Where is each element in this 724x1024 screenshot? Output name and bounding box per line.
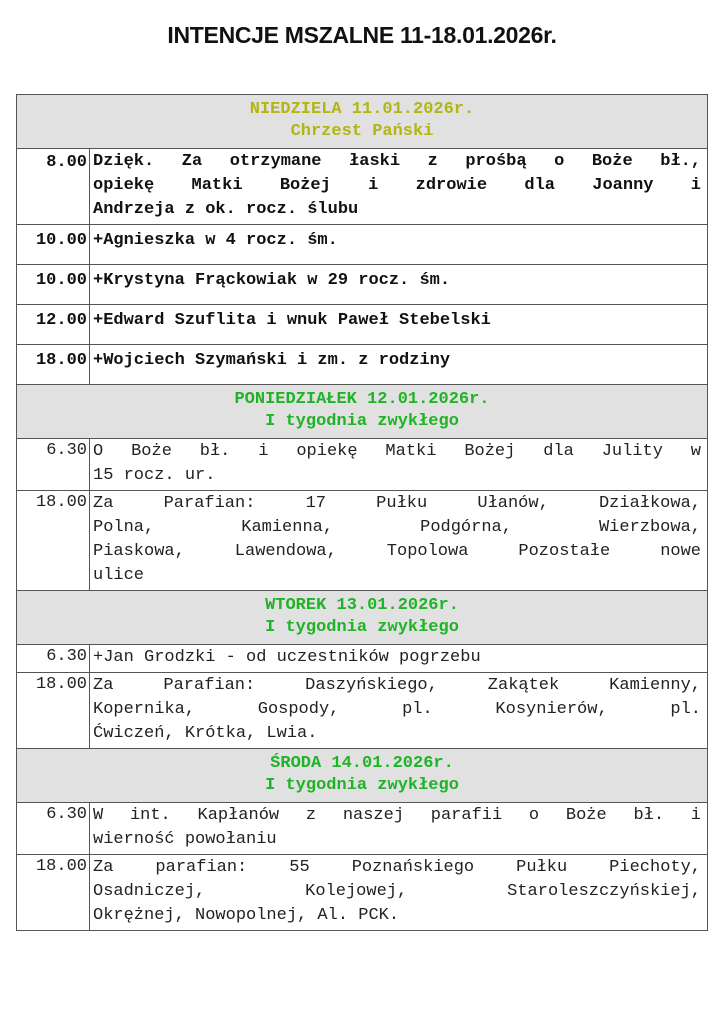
mass-row: [17, 645, 708, 673]
mass-time: 18.00: [17, 491, 90, 591]
mass-row: [17, 855, 708, 931]
day-name: WTOREK 13.01.2026r.: [265, 596, 459, 615]
mass-row: [17, 673, 708, 749]
mass-row: [17, 265, 708, 305]
mass-time: 6.30: [17, 645, 90, 673]
intentions-table-body: [17, 95, 708, 931]
mass-row: [17, 305, 708, 345]
page-title: INTENCJE MSZALNE 11-18.01.2026r.: [167, 22, 557, 48]
day-name: ŚRODA 14.01.2026r.: [270, 754, 454, 773]
mass-row: [17, 149, 708, 225]
intention-line: opiekę Matki Bożej i zdrowie dla Joanny i: [93, 176, 701, 195]
intention-line: +Agnieszka w 4 rocz. śm.: [93, 231, 338, 250]
intention-line: O Boże bł. i opiekę Matki Bożej dla Julity w: [93, 442, 701, 461]
intention-line: Za Parafian: 17 Pułku Ułanów, Działkowa,: [93, 494, 701, 513]
day-name: NIEDZIELA 11.01.2026r.: [249, 100, 475, 119]
intention-line: 15 rocz. ur.: [93, 466, 216, 485]
mass-intention: [90, 265, 708, 305]
day-header-row: [17, 385, 708, 439]
mass-row: [17, 345, 708, 385]
mass-intention: [90, 491, 708, 591]
mass-time: 10.00: [17, 265, 90, 305]
day-header: [17, 591, 708, 645]
intention-line: Za parafian: 55 Poznańskiego Pułku Piechoty,: [93, 858, 701, 877]
intention-line: wierność powołaniu: [93, 830, 277, 849]
mass-intention: [90, 345, 708, 385]
intention-line: +Krystyna Frąckowiak w 29 rocz. śm.: [93, 271, 451, 290]
day-header-row: [17, 749, 708, 803]
day-subtitle: I tygodnia zwykłego: [265, 776, 459, 795]
day-header: [17, 95, 708, 149]
mass-time: 10.00: [17, 225, 90, 265]
intention-line: ulice: [93, 566, 145, 585]
intention-line: Za Parafian: Daszyńskiego, Zakątek Kamienny,: [93, 676, 701, 695]
mass-time: 18.00: [17, 345, 90, 385]
mass-intention: [90, 305, 708, 345]
day-subtitle: Chrzest Pański: [290, 122, 434, 141]
intention-line: Dzięk. Za otrzymane łaski z prośbą o Boże bł.,: [93, 152, 701, 171]
mass-intention: [90, 803, 708, 855]
mass-row: [17, 491, 708, 591]
day-name: PONIEDZIAŁEK 12.01.2026r.: [234, 390, 490, 409]
intention-line: Piaskowa, Lawendowa, Topolowa Pozostałe nowe: [93, 542, 701, 561]
mass-intention: [90, 645, 708, 673]
mass-time: 12.00: [17, 305, 90, 345]
mass-time: 6.30: [17, 803, 90, 855]
day-header: [17, 749, 708, 803]
mass-intention: [90, 225, 708, 265]
mass-time: 18.00: [17, 673, 90, 749]
mass-intention: [90, 439, 708, 491]
intention-line: W int. Kapłanów z naszej parafii o Boże bł. i: [93, 806, 701, 825]
mass-time: 6.30: [17, 439, 90, 491]
intention-line: +Jan Grodzki - od uczestników pogrzebu: [93, 648, 481, 667]
intention-line: Ćwiczeń, Krótka, Lwia.: [93, 724, 318, 743]
day-subtitle: I tygodnia zwykłego: [265, 618, 459, 637]
intention-line: +Edward Szuflita i wnuk Paweł Stebelski: [93, 311, 491, 330]
mass-row: [17, 803, 708, 855]
mass-intention: [90, 673, 708, 749]
intention-line: Okrężnej, Nowopolnej, Al. PCK.: [93, 906, 400, 925]
day-header: [17, 385, 708, 439]
intention-line: Andrzeja z ok. rocz. ślubu: [93, 200, 359, 219]
intention-line: Osadniczej, Kolejowej, Staroleszczyńskiej,: [93, 882, 701, 901]
intention-line: +Wojciech Szymański i zm. z rodziny: [93, 351, 451, 370]
mass-row: [17, 225, 708, 265]
day-header-row: [17, 95, 708, 149]
intentions-table: [16, 94, 708, 931]
day-subtitle: I tygodnia zwykłego: [265, 412, 459, 431]
mass-intention: [90, 855, 708, 931]
mass-time: 8.00: [17, 149, 90, 225]
mass-row: [17, 439, 708, 491]
mass-intention: [90, 149, 708, 225]
day-header-row: [17, 591, 708, 645]
intention-line: Polna, Kamienna, Podgórna, Wierzbowa,: [93, 518, 701, 537]
intention-line: Kopernika, Gospody, pl. Kosynierów, pl.: [93, 700, 701, 719]
mass-time: 18.00: [17, 855, 90, 931]
